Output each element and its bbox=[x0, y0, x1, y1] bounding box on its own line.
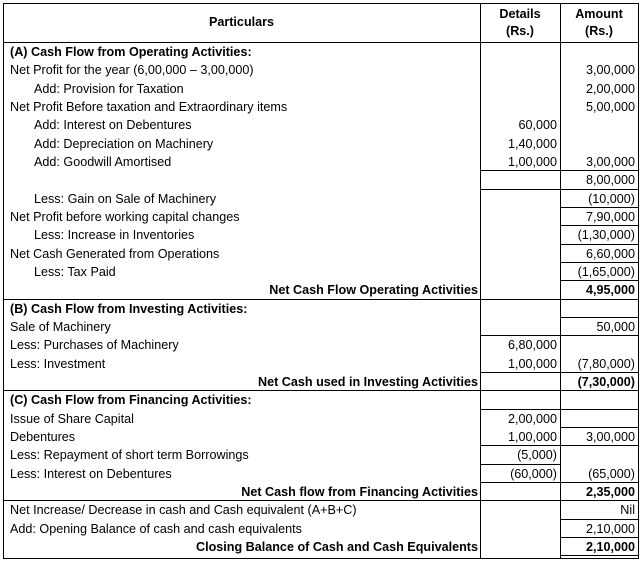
amount-cell-border bbox=[560, 445, 639, 446]
row-particulars: (A) Cash Flow from Operating Activities: bbox=[10, 45, 252, 59]
row-details bbox=[485, 373, 557, 391]
row-details bbox=[485, 263, 557, 281]
row-particulars: Add: Opening Balance of cash and cash equivalents bbox=[10, 521, 302, 536]
row-particulars: Less: Tax Paid bbox=[34, 264, 116, 279]
row-amount: Nil bbox=[620, 503, 635, 518]
row-particulars: Net Cash Generated from Operations bbox=[10, 246, 220, 261]
amount-cell-border bbox=[560, 189, 639, 190]
amount-cell-border bbox=[560, 500, 639, 501]
row-particulars: Net Profit Before taxation and Extraordinary items bbox=[10, 99, 288, 114]
row-details bbox=[485, 61, 557, 79]
row-details bbox=[485, 300, 557, 318]
row-amount: (7,80,000) bbox=[577, 356, 635, 371]
row-amount bbox=[565, 43, 635, 61]
header-amount: Amount bbox=[575, 7, 623, 21]
row-amount: 2,10,000 bbox=[585, 521, 635, 536]
row-amount: 8,00,000 bbox=[585, 173, 635, 188]
header-details-unit: (Rs.) bbox=[506, 24, 534, 38]
row-particulars: Less: Interest on Debentures bbox=[10, 466, 172, 481]
row-amount: (65,000) bbox=[588, 466, 635, 481]
amount-cell-border bbox=[560, 409, 639, 410]
row-amount bbox=[565, 336, 635, 354]
row-details bbox=[485, 501, 557, 519]
row-particulars: Add: Provision for Taxation bbox=[34, 81, 184, 96]
row-amount bbox=[565, 391, 635, 409]
row-amount: 2,00,000 bbox=[585, 81, 635, 96]
row-details: 2,00,000 bbox=[507, 411, 557, 426]
row-details: 1,00,000 bbox=[507, 154, 557, 169]
details-cell-border bbox=[480, 189, 561, 190]
amount-cell-border bbox=[560, 170, 639, 171]
row-particulars: Net Increase/ Decrease in cash and Cash equivalent (A+B+C) bbox=[10, 503, 357, 518]
amount-cell-border bbox=[560, 555, 639, 556]
details-cell-border bbox=[480, 170, 561, 171]
row-details bbox=[485, 226, 557, 244]
row-details bbox=[485, 520, 557, 538]
row-amount: 7,90,000 bbox=[585, 209, 635, 224]
row-particulars: Less: Increase in Inventories bbox=[34, 228, 195, 243]
amount-cell-border bbox=[560, 519, 639, 520]
row-amount bbox=[565, 410, 635, 428]
header-amount-unit: (Rs.) bbox=[585, 24, 613, 38]
row-particulars: Add: Interest on Debentures bbox=[34, 118, 192, 133]
table-border-bottom bbox=[3, 558, 639, 559]
details-cell-border bbox=[480, 372, 561, 373]
row-details bbox=[485, 391, 557, 409]
row-details bbox=[485, 538, 557, 556]
amount-cell-border bbox=[560, 244, 639, 245]
row-amount bbox=[565, 446, 635, 464]
row-amount: (10,000) bbox=[588, 191, 635, 206]
table-border-left bbox=[3, 3, 4, 559]
row-particulars: Less: Investment bbox=[10, 356, 106, 371]
row-particulars: (C) Cash Flow from Financing Activities: bbox=[10, 393, 252, 408]
row-particulars: (B) Cash Flow from Investing Activities: bbox=[10, 301, 248, 316]
details-cell-border bbox=[480, 445, 561, 446]
row-amount: 3,00,000 bbox=[585, 429, 635, 444]
row-amount bbox=[565, 116, 635, 134]
row-details: 1,00,000 bbox=[507, 356, 557, 371]
row-details bbox=[485, 98, 557, 116]
row-details bbox=[485, 208, 557, 226]
row-amount: 50,000 bbox=[596, 319, 635, 334]
table-border-top bbox=[3, 3, 639, 4]
row-particulars: Add: Goodwill Amortised bbox=[34, 154, 172, 169]
row-details bbox=[485, 281, 557, 299]
section-border bbox=[3, 299, 639, 300]
row-amount: 5,00,000 bbox=[585, 99, 635, 114]
row-details: 1,40,000 bbox=[507, 136, 557, 151]
amount-cell-border bbox=[560, 482, 639, 483]
row-amount bbox=[565, 135, 635, 153]
row-particulars: Net Profit for the year (6,00,000 – 3,00,000) bbox=[10, 63, 254, 78]
row-particulars: Net Cash Flow Operating Activities bbox=[269, 283, 478, 298]
section-border bbox=[3, 390, 639, 391]
row-amount: 2,10,000 bbox=[585, 539, 635, 554]
amount-cell-border bbox=[560, 537, 639, 538]
row-particulars bbox=[10, 171, 478, 189]
column-divider-amount bbox=[560, 3, 561, 559]
row-particulars: Net Cash flow from Financing Activities bbox=[241, 484, 478, 499]
row-particulars: Less: Repayment of short term Borrowings bbox=[10, 448, 249, 463]
row-amount: (1,30,000) bbox=[577, 228, 635, 243]
row-details bbox=[485, 318, 557, 336]
row-particulars: Less: Gain on Sale of Machinery bbox=[34, 191, 217, 206]
row-particulars: Sale of Machinery bbox=[10, 319, 111, 334]
amount-cell-border bbox=[560, 317, 639, 318]
amount-cell-border bbox=[560, 372, 639, 373]
details-cell-border bbox=[480, 464, 561, 465]
amount-cell-border bbox=[560, 335, 639, 336]
row-particulars: Closing Balance of Cash and Cash Equivalents bbox=[195, 539, 478, 554]
row-details bbox=[485, 483, 557, 501]
row-details: (5,000) bbox=[517, 448, 557, 463]
row-amount: 3,00,000 bbox=[585, 154, 635, 169]
row-details bbox=[485, 43, 557, 61]
row-details: 1,00,000 bbox=[507, 429, 557, 444]
amount-cell-border bbox=[560, 299, 639, 300]
row-details bbox=[485, 190, 557, 208]
row-amount: 2,35,000 bbox=[585, 484, 635, 499]
row-particulars: Net Cash used in Investing Activities bbox=[258, 374, 478, 389]
amount-cell-border bbox=[560, 280, 639, 281]
amount-cell-border bbox=[560, 207, 639, 208]
row-amount: 3,00,000 bbox=[585, 63, 635, 78]
row-amount: 6,60,000 bbox=[585, 246, 635, 261]
row-details bbox=[485, 80, 557, 98]
amount-cell-border bbox=[560, 225, 639, 226]
section-border bbox=[3, 500, 639, 501]
row-details: (60,000) bbox=[510, 466, 557, 481]
row-amount: (7,30,000) bbox=[577, 374, 635, 389]
amount-cell-border bbox=[560, 427, 639, 428]
details-cell-border bbox=[480, 335, 561, 336]
table-border-right bbox=[638, 3, 639, 559]
cash-flow-statement bbox=[3, 3, 639, 559]
row-details bbox=[485, 245, 557, 263]
row-details bbox=[485, 171, 557, 189]
amount-cell-border bbox=[560, 262, 639, 263]
header-details: Details bbox=[499, 7, 541, 21]
row-particulars: Issue of Share Capital bbox=[10, 411, 134, 426]
row-particulars: Add: Depreciation on Machinery bbox=[34, 136, 214, 151]
header-particulars: Particulars bbox=[208, 15, 275, 29]
row-amount: 4,95,000 bbox=[585, 283, 635, 298]
row-amount bbox=[565, 300, 635, 318]
details-cell-border bbox=[480, 409, 561, 410]
row-amount: (1,65,000) bbox=[577, 264, 635, 279]
amount-cell-border bbox=[560, 390, 639, 391]
row-particulars: Debentures bbox=[10, 429, 76, 444]
row-particulars: Net Profit before working capital changes bbox=[10, 209, 240, 224]
row-details: 60,000 bbox=[518, 118, 557, 133]
row-details: 6,80,000 bbox=[507, 338, 557, 353]
row-particulars: Less: Purchases of Machinery bbox=[10, 338, 179, 353]
details-cell-border bbox=[480, 482, 561, 483]
